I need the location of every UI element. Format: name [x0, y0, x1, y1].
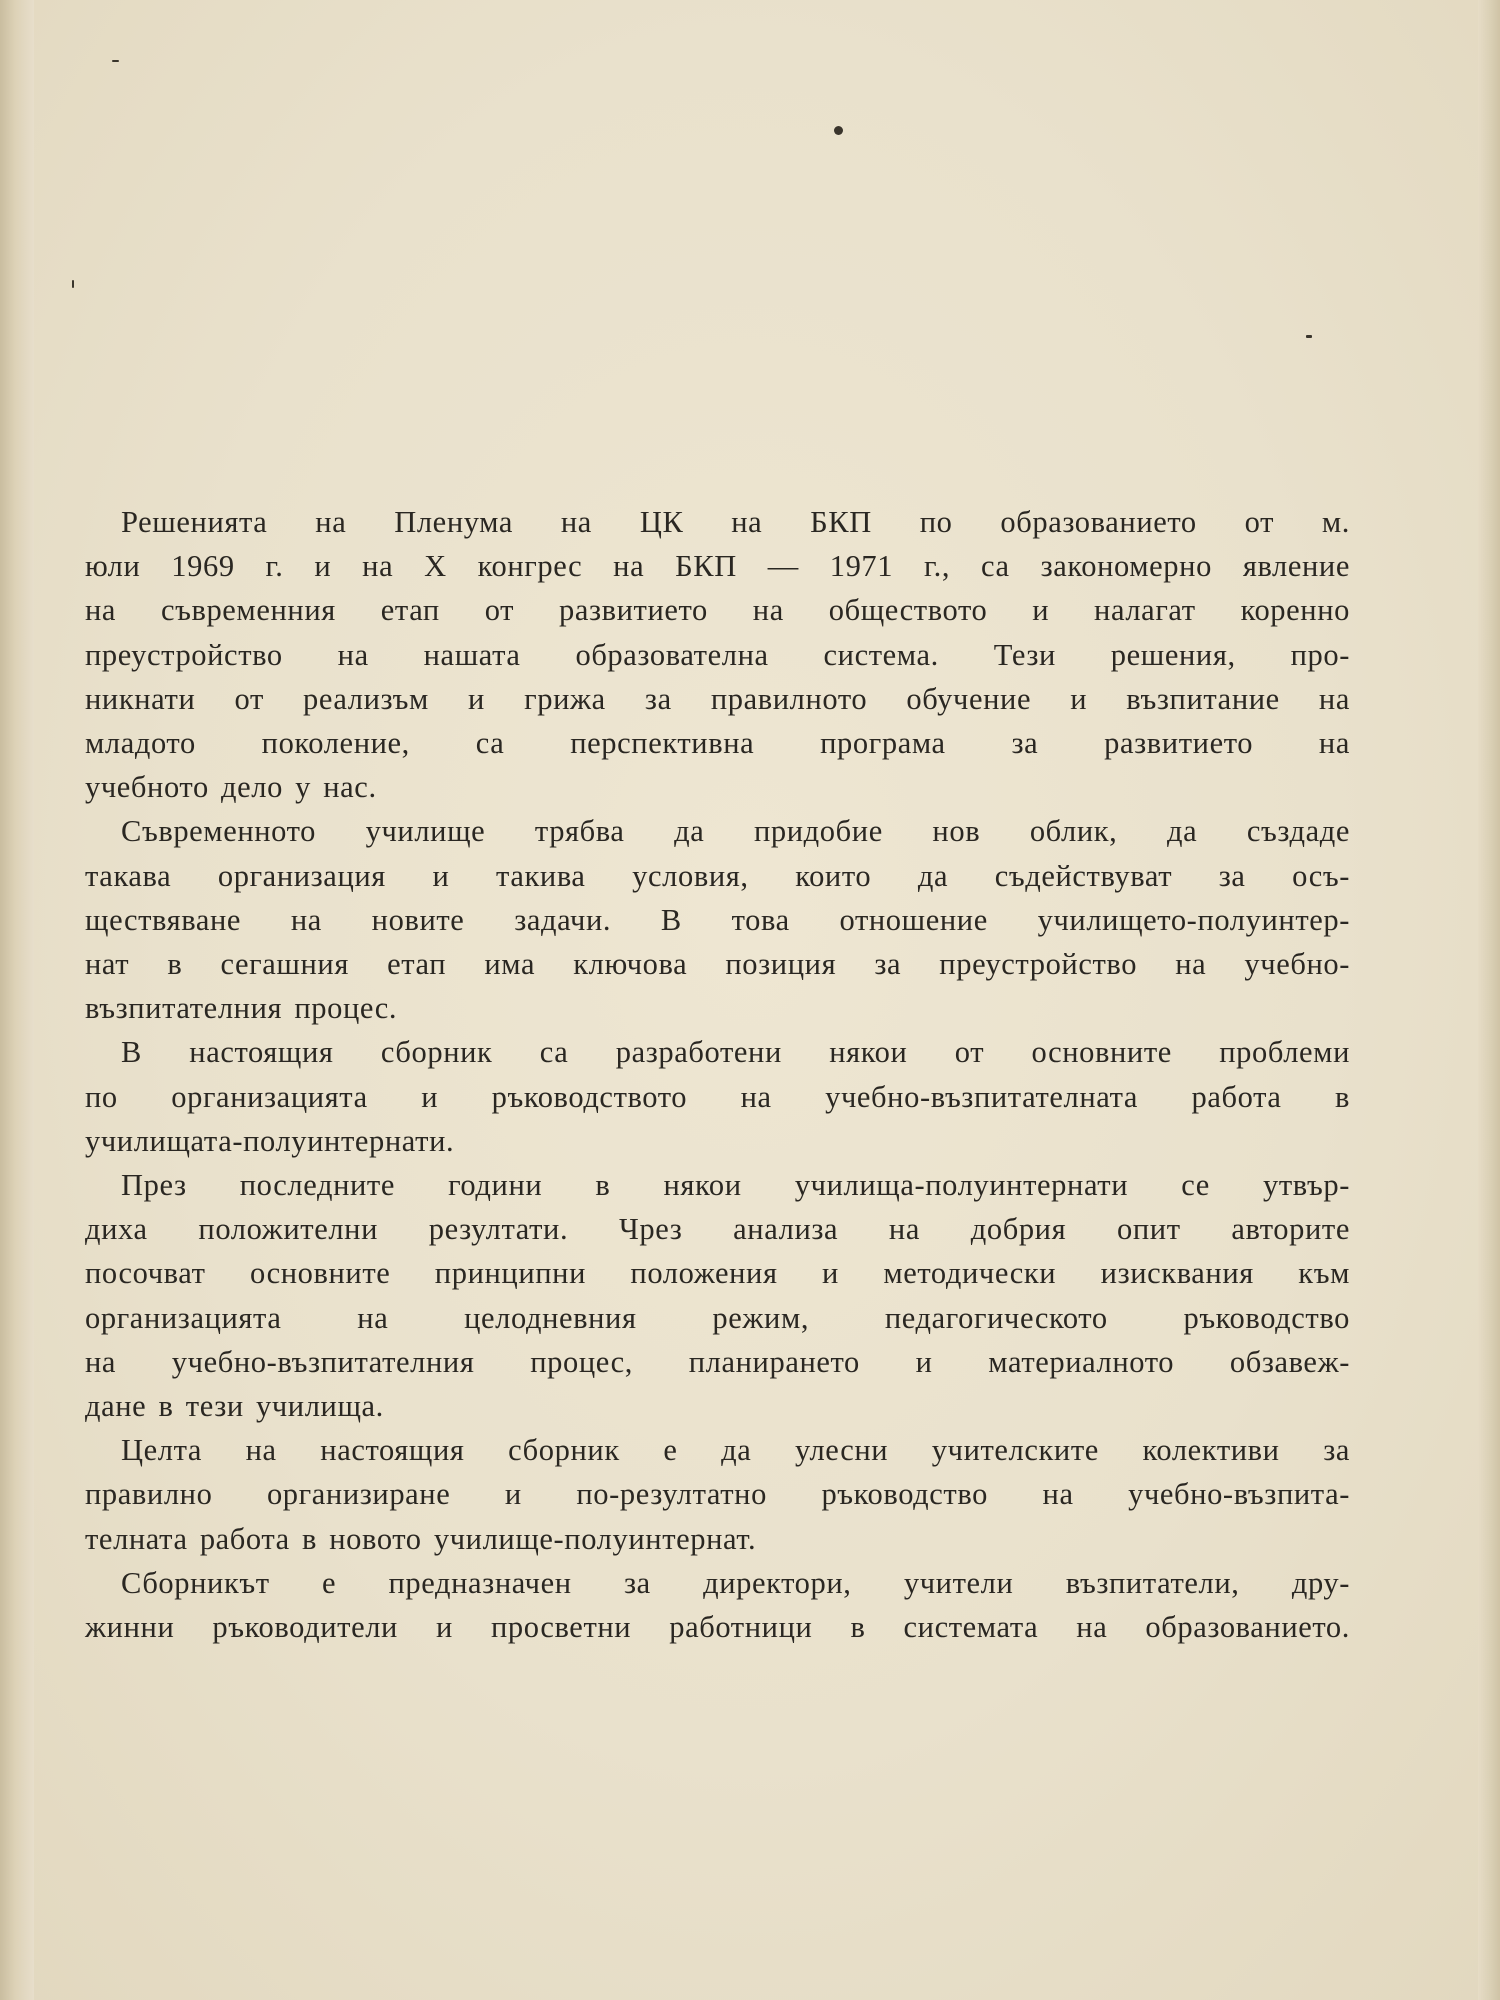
text-line: учебното дело у нас. — [85, 770, 377, 805]
text-line: правилно организиране и по-резултатно ръководство на учебно-възпита- — [85, 1477, 1350, 1512]
text-line: никнати от реализъм и грижа за правилното обучение и възпитание на — [85, 681, 1350, 716]
text-line: дане в тези училища. — [85, 1389, 384, 1424]
text-line: преустройство на нашата образователна система. Тези решения, про- — [85, 637, 1350, 672]
text-line: посочват основните принципни положения и методически изисквания към — [85, 1256, 1350, 1291]
paragraph — [85, 1030, 1350, 1163]
text-line: такава организация и такива условия, които да съдействуват за осъ- — [85, 858, 1350, 893]
text-line: организацията на целодневния режим, педагогическото ръководство — [85, 1300, 1350, 1335]
ink-speck — [1306, 335, 1312, 338]
text-line: Целта на настоящия сборник е да улесни учителските колективи за — [121, 1433, 1350, 1468]
ink-speck — [72, 280, 74, 288]
text-line: жинни ръководители и просветни работници в системата на образованието. — [85, 1610, 1350, 1645]
text-line: Съвременното училище трябва да придобие нов облик, да създаде — [121, 814, 1350, 849]
text-line: училищата-полуинтернати. — [85, 1123, 455, 1158]
paragraph — [85, 500, 1350, 809]
text-line: телната работа в новото училище-полуинтернат. — [85, 1521, 757, 1556]
body-text — [85, 500, 1350, 1649]
paragraph — [85, 1561, 1350, 1649]
text-line: младото поколение, са перспективна програма за развитието на — [85, 726, 1350, 761]
text-line: В настоящия сборник са разработени някои от основните проблеми — [121, 1035, 1350, 1070]
text-line: на съвременния етап от развитието на обществото и налагат коренно — [85, 593, 1350, 628]
paragraph — [85, 1428, 1350, 1561]
page-right-edge-shadow — [1478, 0, 1500, 2000]
text-line: на учебно-възпитателния процес, планирането и материалното обзавеж- — [85, 1344, 1350, 1379]
text-line: възпитателния процес. — [85, 991, 398, 1026]
ink-speck — [112, 60, 119, 62]
paragraph — [85, 809, 1350, 1030]
text-line: Сборникът е предназначен за директори, учители възпитатели, дру- — [121, 1565, 1350, 1600]
text-line: Решенията на Пленума на ЦК на БКП по образованието от м. — [121, 505, 1350, 539]
text-line: юли 1969 г. и на X конгрес на БКП — 1971 г., са закономерно явление — [85, 549, 1350, 584]
paragraph — [85, 1163, 1350, 1428]
text-line: ществяване на новите задачи. В това отношение училището-полуинтер- — [85, 902, 1350, 937]
text-line: диха положителни резултати. Чрез анализа на добрия опит авторите — [85, 1212, 1350, 1247]
text-line: През последните години в някои училища-полуинтернати се утвър- — [121, 1168, 1350, 1203]
page-left-edge-shadow — [0, 0, 34, 2000]
ink-speck — [834, 126, 843, 135]
text-line: по организацията и ръководството на учебно-възпитателната работа в — [85, 1079, 1350, 1114]
text-line: нат в сегашния етап има ключова позиция за преустройство на учебно- — [85, 947, 1350, 982]
